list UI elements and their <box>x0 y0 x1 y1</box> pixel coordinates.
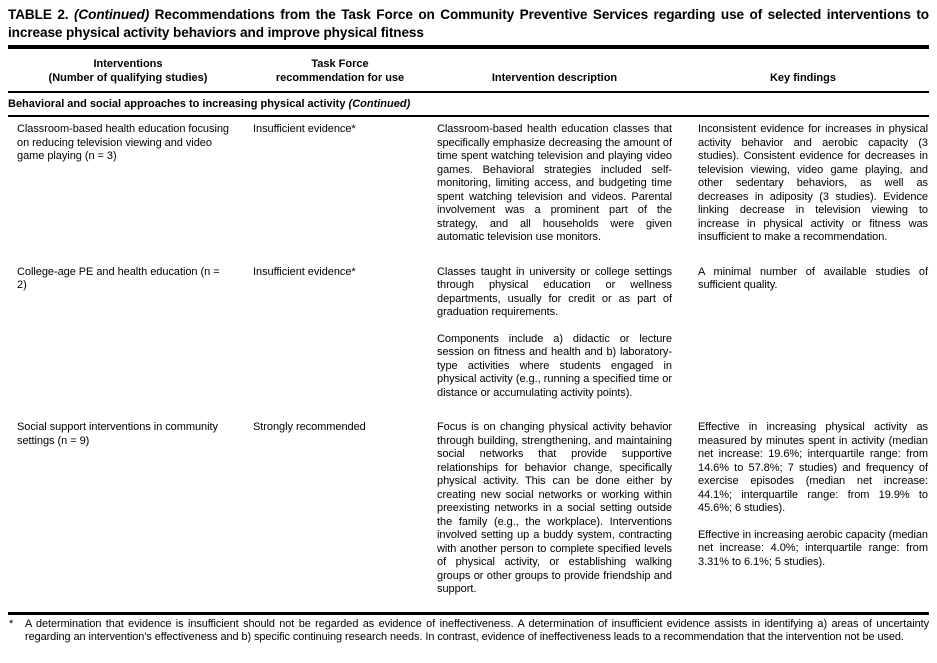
column-header-interventions <box>8 58 248 85</box>
description-paragraph: Components include a) didactic or lecture session on fitness and health and b) laboratory-type activities where students engaged in physical activity (e.g., running a specified time or distance or accumulating activity points). <box>437 332 672 399</box>
cell-description <box>432 123 677 245</box>
description-paragraph: Classes taught in university or college settings through physical education or wellness departments, usually for credit or as part of graduation requirements. <box>437 265 672 318</box>
table-row <box>8 260 929 401</box>
column-header-description: Intervention description <box>491 71 618 84</box>
section-header <box>8 93 929 115</box>
footnote-marker: * <box>9 617 14 630</box>
key-findings-paragraph: Effective in increasing physical activity as measured by minutes spent in activity (median net increase: 19.6%; interquartile range: from 14.6% to 57.8%; 7 studies) and frequency of exercise episodes (median net increase: 44.1%; interquartile range: from 19.9% to 45.6%; 6 studies). <box>698 421 928 514</box>
column-header-task-force-line1: Task Force <box>311 58 369 70</box>
cell-recommendation: Insufficient evidence* <box>253 265 356 278</box>
key-findings-paragraph: Effective in increasing aerobic capacity (median net increase: 4.0%; interquartile range: from 3.31% to 6.1%; 5 studies). <box>698 528 928 568</box>
table-row <box>8 415 929 597</box>
section-header-text: Behavioral and social approaches to increasing physical activity <box>8 98 346 110</box>
cell-description <box>432 266 677 401</box>
column-header-task-force <box>248 58 432 85</box>
column-header-interventions-line1: Interventions <box>93 58 163 70</box>
table-title-text: Recommendations from the Task Force on Community Preventive Services regarding use of selected interventions to increase physical activity behaviors and improve physical fitness <box>8 7 929 40</box>
cell-recommendation: Strongly recommended <box>253 421 366 433</box>
table-title <box>8 6 929 41</box>
column-header-interventions-line2: (Number of qualifying studies) <box>48 71 208 84</box>
cell-key-findings <box>677 266 929 401</box>
cell-recommendation: Insufficient evidence* <box>253 123 356 135</box>
footnote-text: A determination that evidence is insufficient should not be regarded as evidence of ineffectiveness. A determination of insufficient evidence assists in identifying a) areas of uncertainty regarding an intervention’s effectiveness and b) specific continuing research needs. In contrast, evidence of ineffectiveness leads to a recommendation that the intervention not be used. <box>25 617 929 643</box>
cell-description <box>432 421 677 597</box>
table-body <box>8 117 929 597</box>
table-bottom-rule <box>8 612 929 615</box>
cell-intervention: College-age PE and health education (n = 2) <box>17 265 220 291</box>
key-findings-paragraph: A minimal number of available studies of sufficient quality. <box>698 265 928 291</box>
description-paragraph: Focus is on changing physical activity behavior through building, strengthening, and maintaining social networks that provide supportive relationships for behavior change, specifically physical activity. This can be done either by creating new social networks or working within preexisting networks in a social setting outside the family (e.g., the workplace). Interventions involved setting up a buddy system, contracting with another person to complete specified levels of physical activity, or establishing walking groups or other groups to provide friendship and support. <box>437 421 672 595</box>
footnote <box>8 618 929 644</box>
table-row <box>8 117 929 245</box>
cell-key-findings <box>677 123 929 245</box>
cell-intervention: Classroom-based health education focusing on reducing television viewing and video game playing (n = 3) <box>17 123 229 162</box>
description-paragraph: Classroom-based health education classes that specifically emphasize decreasing the amount of time spent watching television and playing video games. Behavioral strategies included self-monitoring, limiting access, and budgeting time spent watching television and videos. Parental involvement was a prominent part of the strategy, and all households were given automatic television use monitors. <box>437 123 672 243</box>
column-header-key-findings: Key findings <box>769 71 836 84</box>
section-header-continued: (Continued) <box>348 98 411 110</box>
cell-intervention: Social support interventions in community settings (n = 9) <box>17 421 218 447</box>
key-findings-paragraph: Inconsistent evidence for increases in physical activity behavior and aerobic capacity (3 studies). Consistent evidence for decreases in television viewing, video game playing, and other sedentary behaviors, as well as decreases in adiposity (3 studies). Evidence linking decrease in television viewing to increase in physical activity or fitness was insufficient to make a recommendation. <box>698 123 928 243</box>
cell-key-findings <box>677 421 929 597</box>
table-title-continued: (Continued) <box>73 7 150 22</box>
column-header-row <box>8 49 929 91</box>
table-title-prefix: TABLE 2. <box>8 7 69 22</box>
column-header-task-force-line2: recommendation for use <box>275 71 405 84</box>
